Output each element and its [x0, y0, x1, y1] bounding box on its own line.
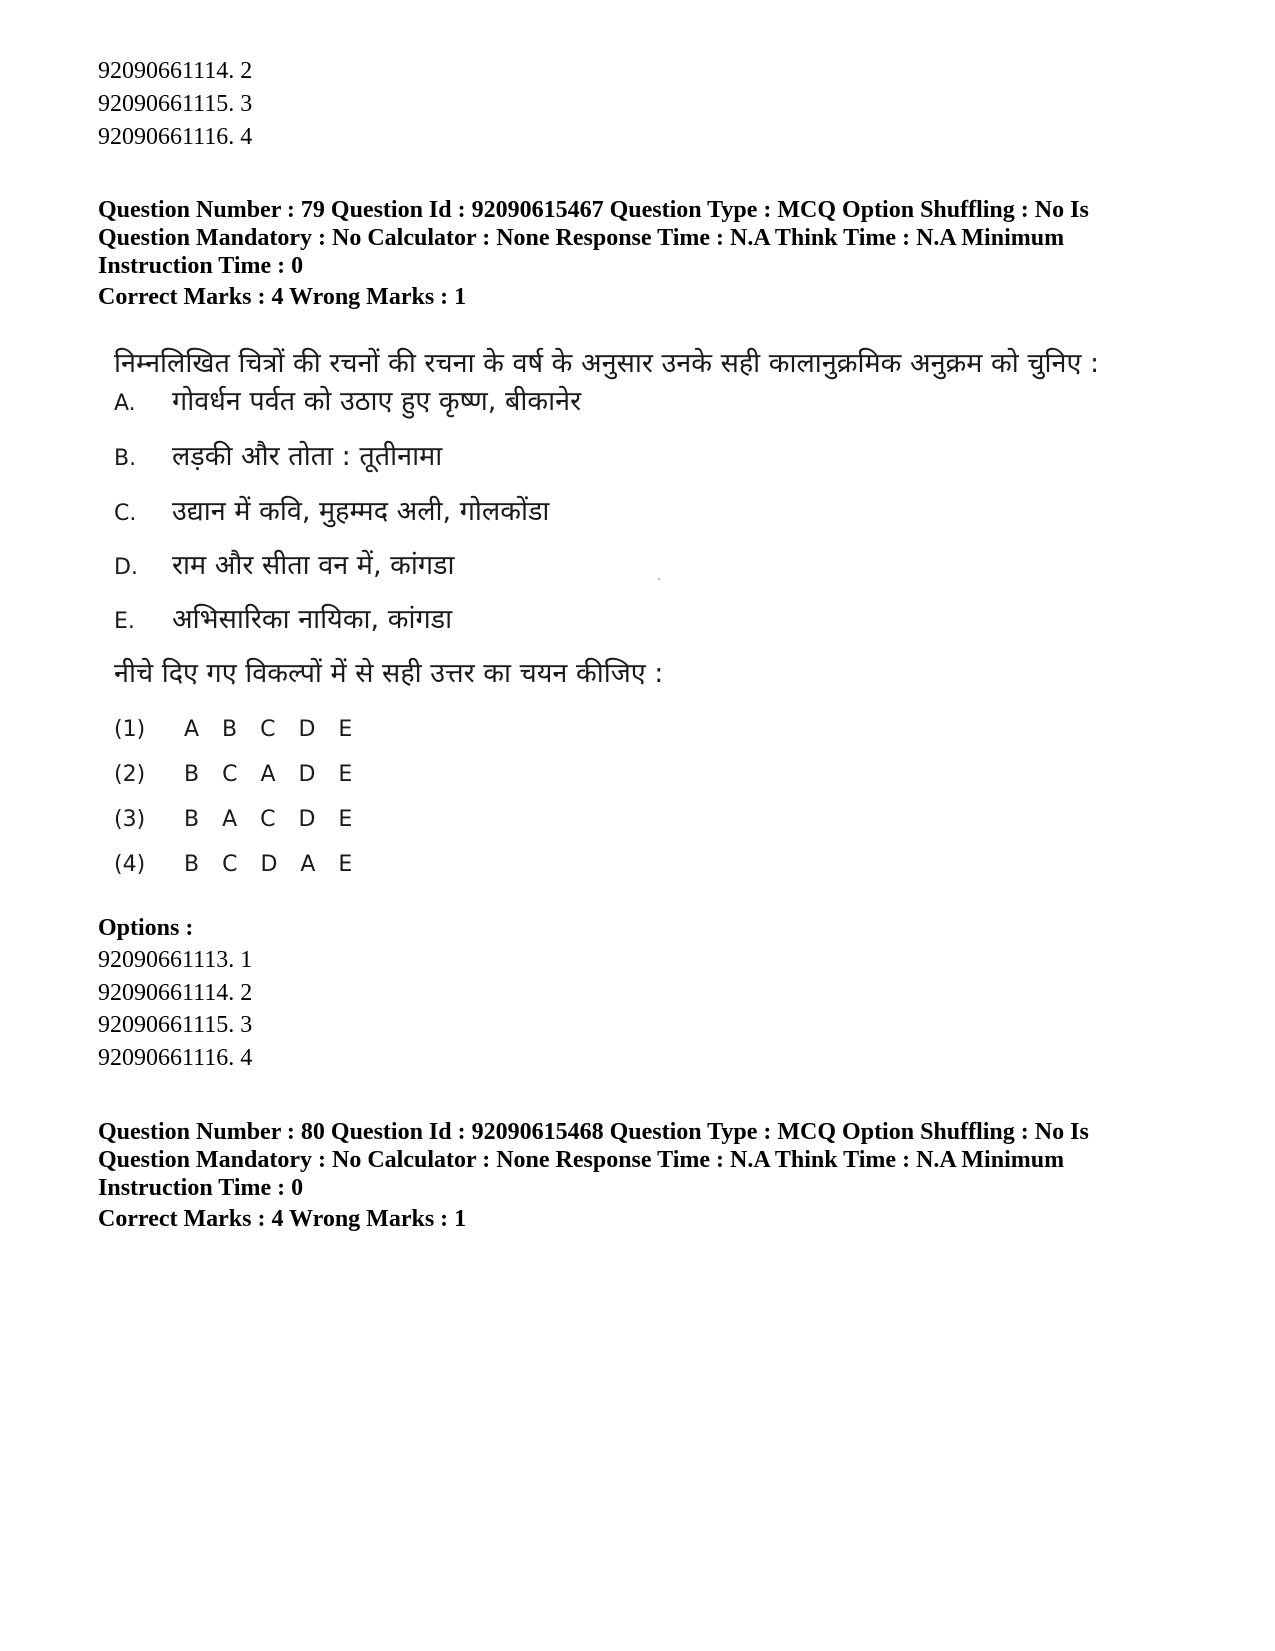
q80-marks: Correct Marks : 4 Wrong Marks : 1	[98, 1206, 467, 1232]
q79-instruction: नीचे दिए गए विकल्पों में से सही उत्तर का चयन कीजिए :	[114, 658, 664, 689]
q79-question-image	[98, 335, 1100, 935]
q79-item-a	[114, 385, 581, 421]
item-letter: D.	[114, 555, 138, 580]
choice-number: (3)	[114, 807, 146, 832]
q79-meta: Question Number : 79 Question Id : 92090615467 Question Type : MCQ Option Shuffling : No Is Question Mandatory : No Calculator : None Response Time : N.A Think Time : N.A Minimum Instruction Time : 0	[98, 197, 1089, 279]
q79-choice-3	[114, 805, 360, 835]
item-letter: B.	[114, 446, 137, 471]
prev-option-line: 92090661115. 3	[98, 91, 253, 117]
q79-choice-4	[114, 850, 360, 880]
q79-item-b	[114, 440, 442, 476]
q79-options-label: Options :	[98, 915, 194, 941]
q79-option-line: 92090661115. 3	[98, 1012, 253, 1038]
item-letter: E.	[114, 609, 135, 634]
choice-sequence: A B C D E	[184, 717, 361, 742]
item-text: राम और सीता वन में, कांगडा	[172, 550, 455, 581]
choice-number: (1)	[114, 717, 146, 742]
q79-option-line: 92090661116. 4	[98, 1045, 253, 1071]
q79-stem: निम्नलिखित चित्रों की रचनों की रचना के वर्ष के अनुसार उनके सही कालानुक्रमिक अनुक्रम को चुनिए :	[114, 348, 1100, 379]
q79-item-e	[114, 603, 452, 639]
choice-sequence: B C A D E	[184, 762, 361, 787]
q79-item-d	[114, 549, 454, 585]
item-text: उद्यान में कवि, मुहम्मद अली, गोलकोंडा	[172, 496, 550, 527]
choice-sequence: B C D A E	[184, 852, 361, 877]
choice-number: (4)	[114, 852, 146, 877]
q79-choice-1	[114, 715, 360, 745]
item-letter: A.	[114, 391, 136, 416]
item-text: अभिसारिका नायिका, कांगडा	[172, 604, 453, 635]
prev-option-line: 92090661114. 2	[98, 58, 253, 84]
q79-item-c	[114, 495, 549, 531]
q79-marks: Correct Marks : 4 Wrong Marks : 1	[98, 284, 467, 310]
q79-option-line: 92090661114. 2	[98, 980, 253, 1006]
q80-meta: Question Number : 80 Question Id : 92090615468 Question Type : MCQ Option Shuffling : No Is Question Mandatory : No Calculator : None Response Time : N.A Think Time : N.A Minimum Instruction Time : 0	[98, 1119, 1089, 1201]
item-letter: C.	[114, 501, 137, 526]
prev-option-line: 92090661116. 4	[98, 124, 253, 150]
q79-choice-2	[114, 760, 360, 790]
choice-number: (2)	[114, 762, 146, 787]
choice-sequence: B A C D E	[184, 807, 361, 832]
item-text: लड़की और तोता : तूतीनामा	[172, 441, 443, 472]
q79-option-line: 92090661113. 1	[98, 947, 253, 973]
scan-speck	[658, 578, 660, 580]
item-text: गोवर्धन पर्वत को उठाए हुए कृष्ण, बीकानेर	[172, 386, 582, 417]
